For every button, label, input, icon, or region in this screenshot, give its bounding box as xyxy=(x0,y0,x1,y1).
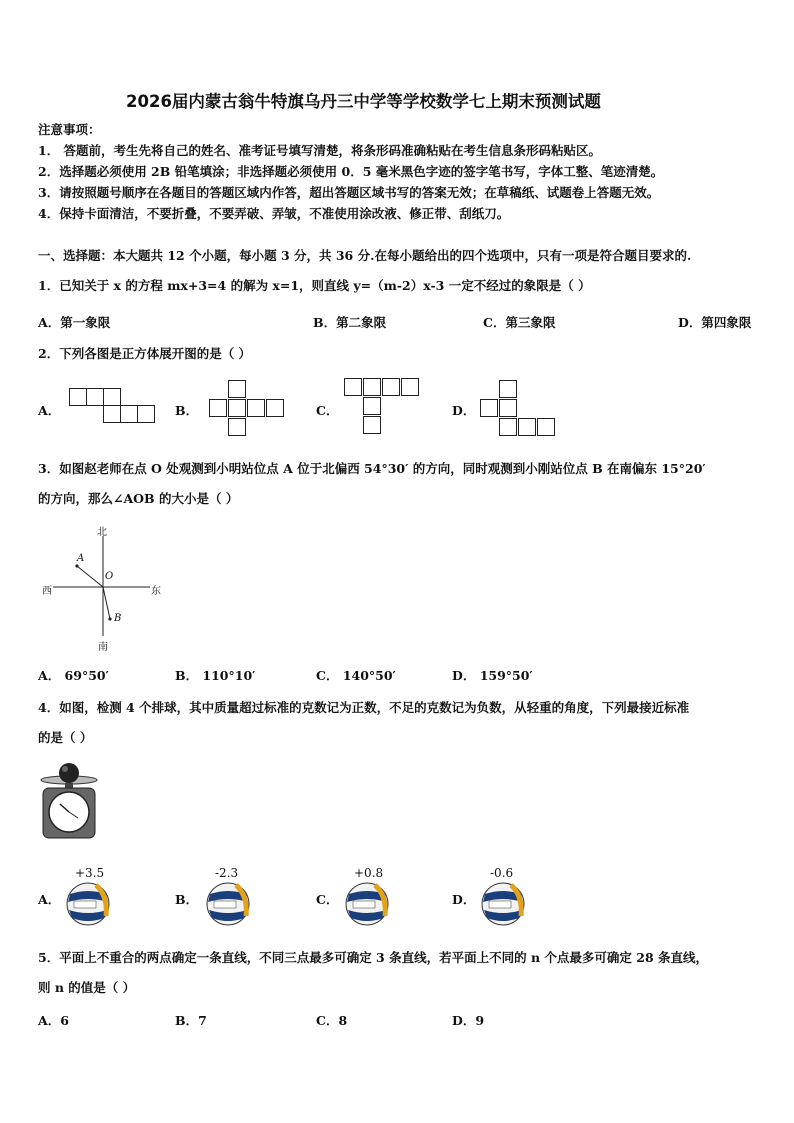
q2-letter-a: A． xyxy=(38,403,61,418)
q3-stem-line2: 的方向，那么∠AOB 的大小是（ ） xyxy=(38,491,239,506)
q1-stem: 1．已知关于 x 的方程 mx+3=4 的解为 x=1，则直线 y=（m-2）x-3 一定不经过的象限是（ ） xyxy=(38,278,591,293)
q5-option-d: D．9 xyxy=(452,1013,485,1028)
q3-option-d: D． 159°50′ xyxy=(452,668,533,683)
compass-a-label: A xyxy=(77,553,85,564)
volleyball-icon xyxy=(66,882,110,926)
q2-letter-b: B． xyxy=(175,403,199,418)
q5-stem-line1: 5．平面上不重合的两点确定一条直线，不同三点最多可确定 3 条直线，若平面上不同的 n 个点最多可确定 28 条直线， xyxy=(38,950,708,965)
compass-b-label: B xyxy=(114,613,122,624)
section-heading: 一、选择题：本大题共 12 个小题，每小题 3 分，共 36 分.在每小题给出的四个选项中，只有一项是符合题目要求的. xyxy=(38,248,692,263)
notice-item-3: 3．请按照题号顺序在各题目的答题区域内作答，超出答题区域书写的答案无效；在草稿纸、试题卷上答题无效。 xyxy=(38,185,660,200)
q3-stem-line1: 3．如图赵老师在点 O 处观测到小明站位点 A 位于北偏西 54°30′ 的方向，同时观测到小刚站位点 B 在南偏东 15°20′ xyxy=(38,461,706,476)
ball-value-a: +3.5 xyxy=(75,866,105,880)
q5-option-a: A．6 xyxy=(38,1013,69,1028)
notice-item-1: 1． 答题前，考生先将自己的姓名、准考证号填写清楚，将条形码准确粘贴在考生信息条形码粘贴区。 xyxy=(38,143,602,158)
q1-option-a: A．第一象限 xyxy=(38,315,111,330)
q3-option-c: C． 140°50′ xyxy=(316,668,396,683)
volleyball-icon xyxy=(206,882,250,926)
compass-o-label: O xyxy=(105,571,114,582)
q2-letter-d: D． xyxy=(452,403,476,418)
weighing-scale-icon xyxy=(38,762,100,840)
q4-letter-a: A． xyxy=(38,892,61,907)
q4-stem-line1: 4．如图，检测 4 个排球，其中质量超过标准的克数记为正数，不足的克数记为负数，从轻重的角度，下列最接近标准 xyxy=(38,700,690,715)
compass-west-label: 西 xyxy=(42,586,52,597)
volleyball-icon xyxy=(481,882,525,926)
compass-north-label: 北 xyxy=(97,527,107,538)
q4-stem-line2: 的是（ ） xyxy=(38,730,93,745)
notice-item-2: 2．选择题必须使用 2B 铅笔填涂；非选择题必须使用 0．5 毫米黑色字迹的签字笔书写，字体工整、笔迹清楚。 xyxy=(38,164,664,179)
ball-value-b: -2.3 xyxy=(215,866,239,880)
q2-letter-c: C． xyxy=(316,403,339,418)
q1-option-d: D．第四象限 xyxy=(678,315,752,330)
compass-east-label: 东 xyxy=(151,586,161,597)
q4-letter-c: C． xyxy=(316,892,339,907)
q3-option-a: A． 69°50′ xyxy=(38,668,109,683)
q1-option-b: B．第二象限 xyxy=(313,315,387,330)
q5-option-b: B．7 xyxy=(175,1013,207,1028)
page-title: 2026届内蒙古翁牛特旗乌丹三中学等学校数学七上期末预测试题 xyxy=(126,92,601,111)
ball-value-c: +0.8 xyxy=(354,866,384,880)
volleyball-icon xyxy=(345,882,389,926)
ball-value-d: -0.6 xyxy=(490,866,514,880)
q3-option-b: B． 110°10′ xyxy=(175,668,256,683)
q4-letter-d: D． xyxy=(452,892,476,907)
q5-stem-line2: 则 n 的值是（ ） xyxy=(38,980,136,995)
q2-stem: 2．下列各图是正方体展开图的是（ ） xyxy=(38,346,252,361)
q4-letter-b: B． xyxy=(175,892,199,907)
compass-south-label: 南 xyxy=(98,642,108,653)
q1-option-c: C．第三象限 xyxy=(483,315,556,330)
notice-item-4: 4．保持卡面清洁，不要折叠，不要弄破、弄皱，不准使用涂改液、修正带、刮纸刀。 xyxy=(38,206,510,221)
notice-heading: 注意事项： xyxy=(38,122,101,137)
q5-option-c: C．8 xyxy=(316,1013,348,1028)
